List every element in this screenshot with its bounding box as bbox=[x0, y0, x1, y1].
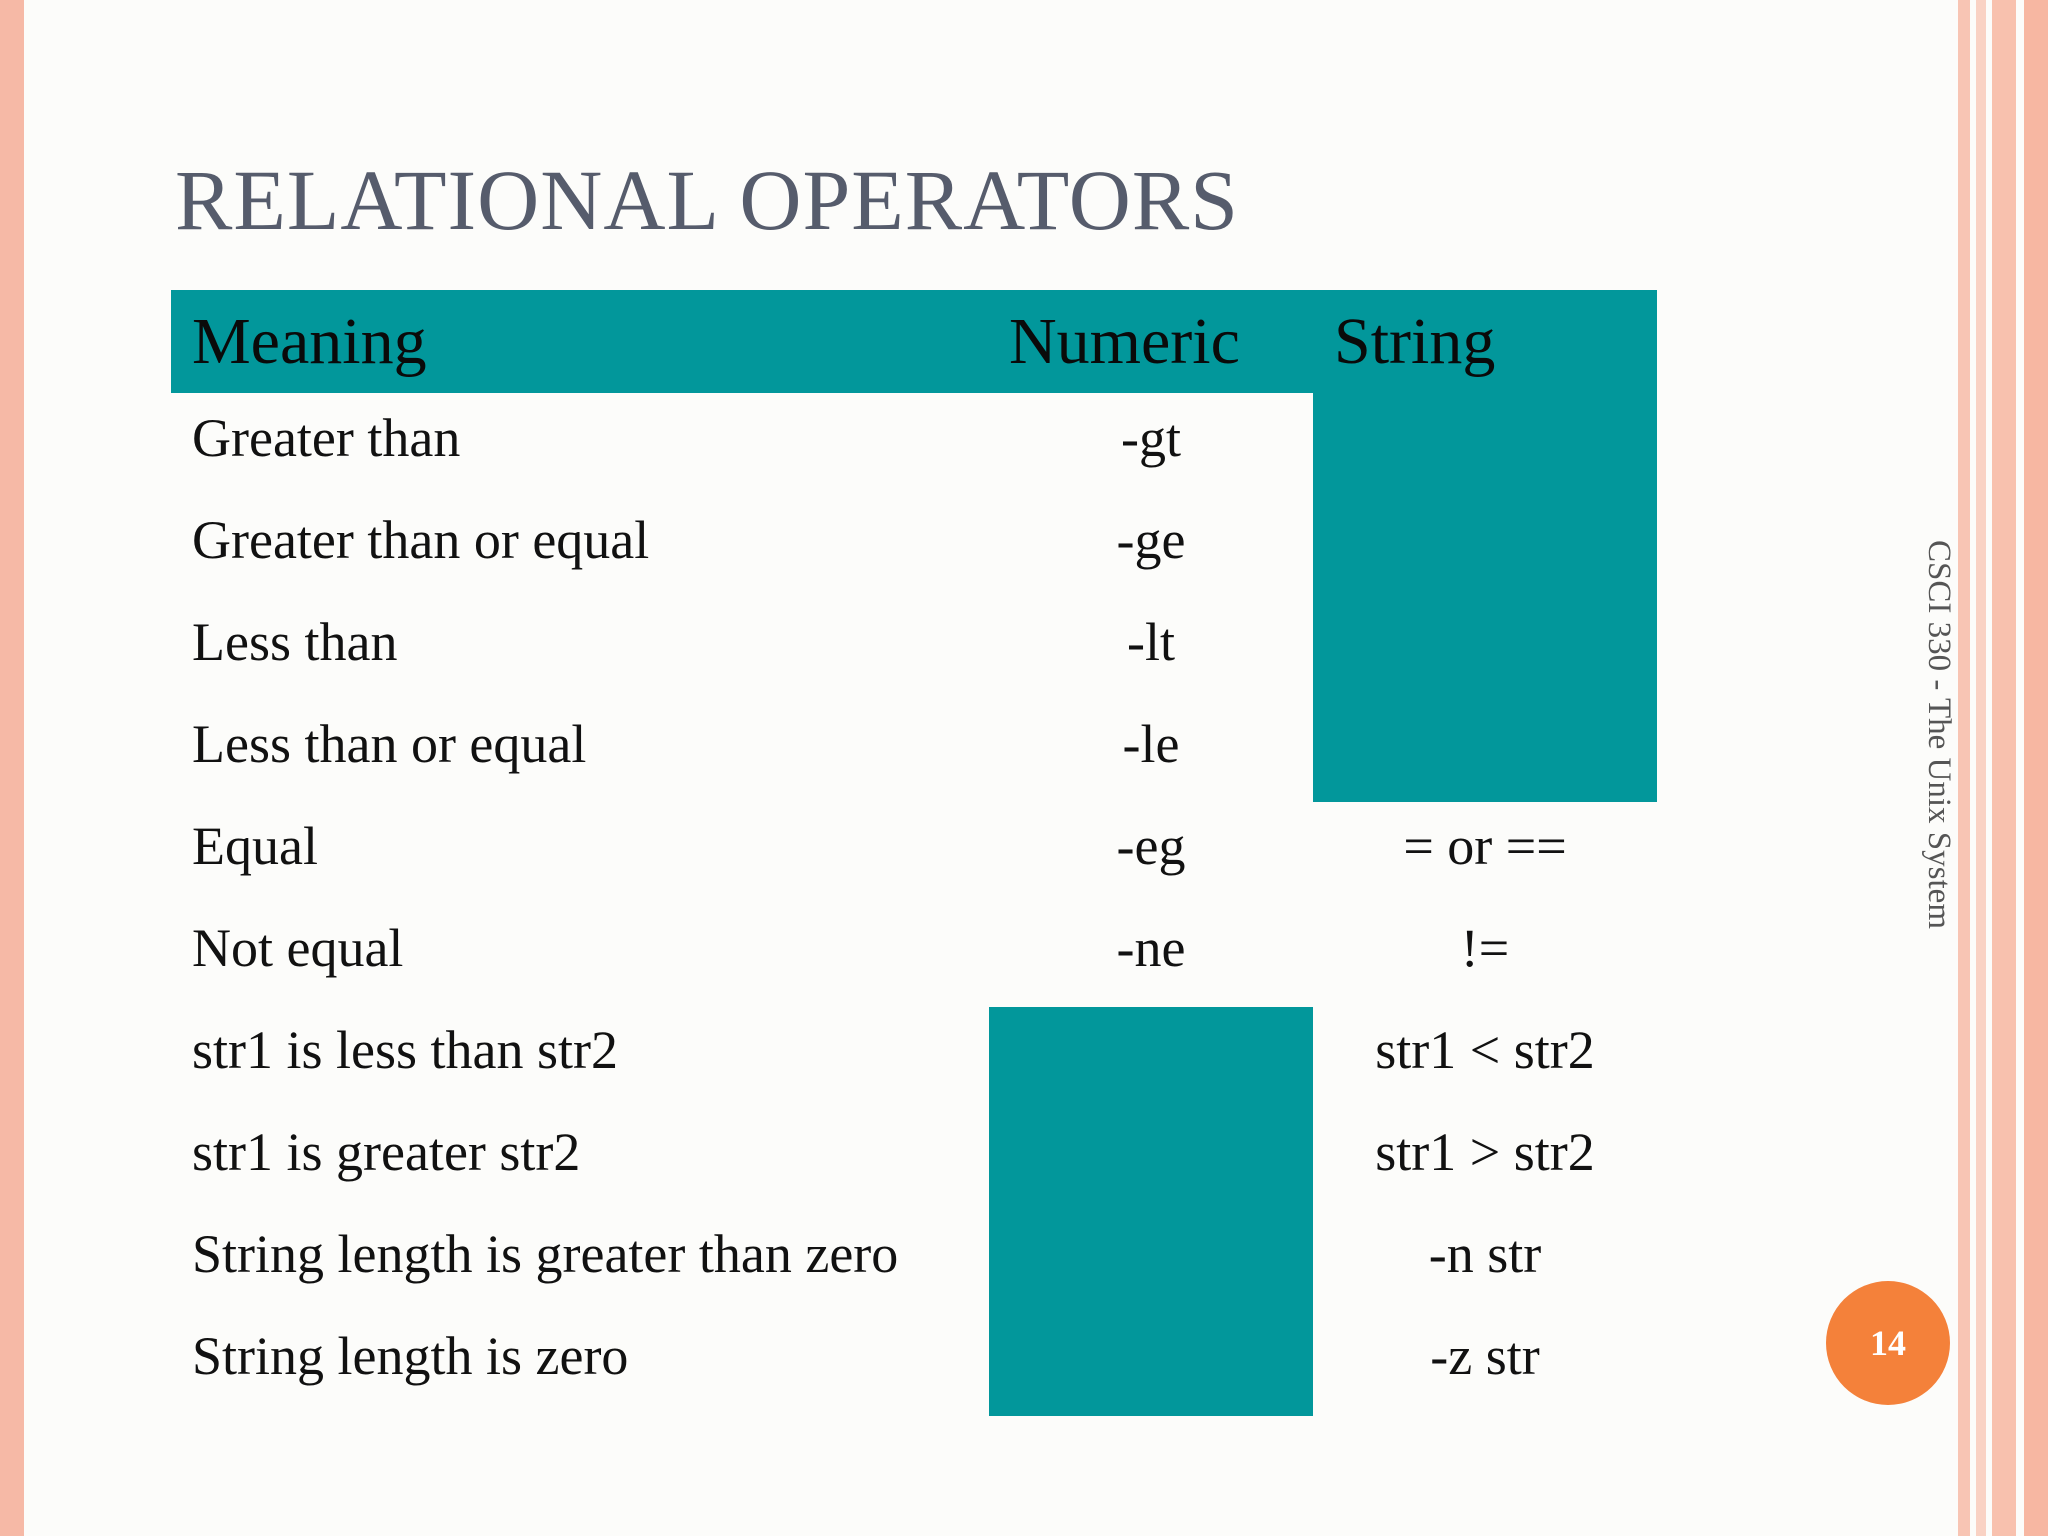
right-decorative-stripe bbox=[1976, 0, 1986, 1536]
string-column-empty-fill bbox=[1313, 393, 1657, 802]
table-cell-meaning: Less than bbox=[192, 612, 398, 672]
table-cell-meaning: Equal bbox=[192, 816, 318, 876]
table-cell-numeric: -ge bbox=[1116, 510, 1186, 570]
table-cell-numeric: -eg bbox=[1116, 816, 1186, 876]
table-cell-meaning: String length is zero bbox=[192, 1326, 629, 1386]
table-cell-string: str1 > str2 bbox=[1375, 1122, 1595, 1182]
table-cell-meaning: Not equal bbox=[192, 918, 404, 978]
right-decorative-stripe bbox=[1958, 0, 1970, 1536]
right-decorative-stripe bbox=[1992, 0, 2016, 1536]
numeric-column-empty-fill bbox=[989, 1007, 1313, 1416]
table-cell-meaning: String length is greater than zero bbox=[192, 1224, 899, 1284]
table-cell-meaning: str1 is less than str2 bbox=[192, 1020, 618, 1080]
header-string: String bbox=[1334, 305, 1496, 378]
course-side-label: CSCI 330 - The Unix System bbox=[1921, 540, 1957, 929]
table-cell-string: str1 < str2 bbox=[1375, 1020, 1595, 1080]
left-decorative-stripe bbox=[0, 0, 24, 1536]
table-cell-meaning: str1 is greater str2 bbox=[192, 1122, 581, 1182]
table-cell-numeric: -le bbox=[1122, 714, 1180, 774]
right-decorative-stripe bbox=[2024, 0, 2048, 1536]
slide-title: RELATIONAL OPERATORS bbox=[175, 152, 1240, 248]
header-numeric: Numeric bbox=[1009, 305, 1240, 378]
table-cell-string: -n str bbox=[1428, 1224, 1542, 1284]
header-meaning: Meaning bbox=[192, 305, 427, 378]
table-cell-meaning: Greater than bbox=[192, 408, 461, 468]
table-cell-string: != bbox=[1460, 918, 1510, 978]
table-cell-numeric: -gt bbox=[1121, 408, 1181, 468]
table-cell-numeric: -lt bbox=[1127, 612, 1175, 672]
page-number: 14 bbox=[1870, 1323, 1906, 1363]
page-number-badge bbox=[1826, 1281, 1950, 1405]
table-cell-numeric: -ne bbox=[1116, 918, 1186, 978]
table-cell-string: -z str bbox=[1430, 1326, 1540, 1386]
table-cell-meaning: Less than or equal bbox=[192, 714, 587, 774]
table-cell-string: = or == bbox=[1403, 816, 1567, 876]
table-cell-meaning: Greater than or equal bbox=[192, 510, 650, 570]
